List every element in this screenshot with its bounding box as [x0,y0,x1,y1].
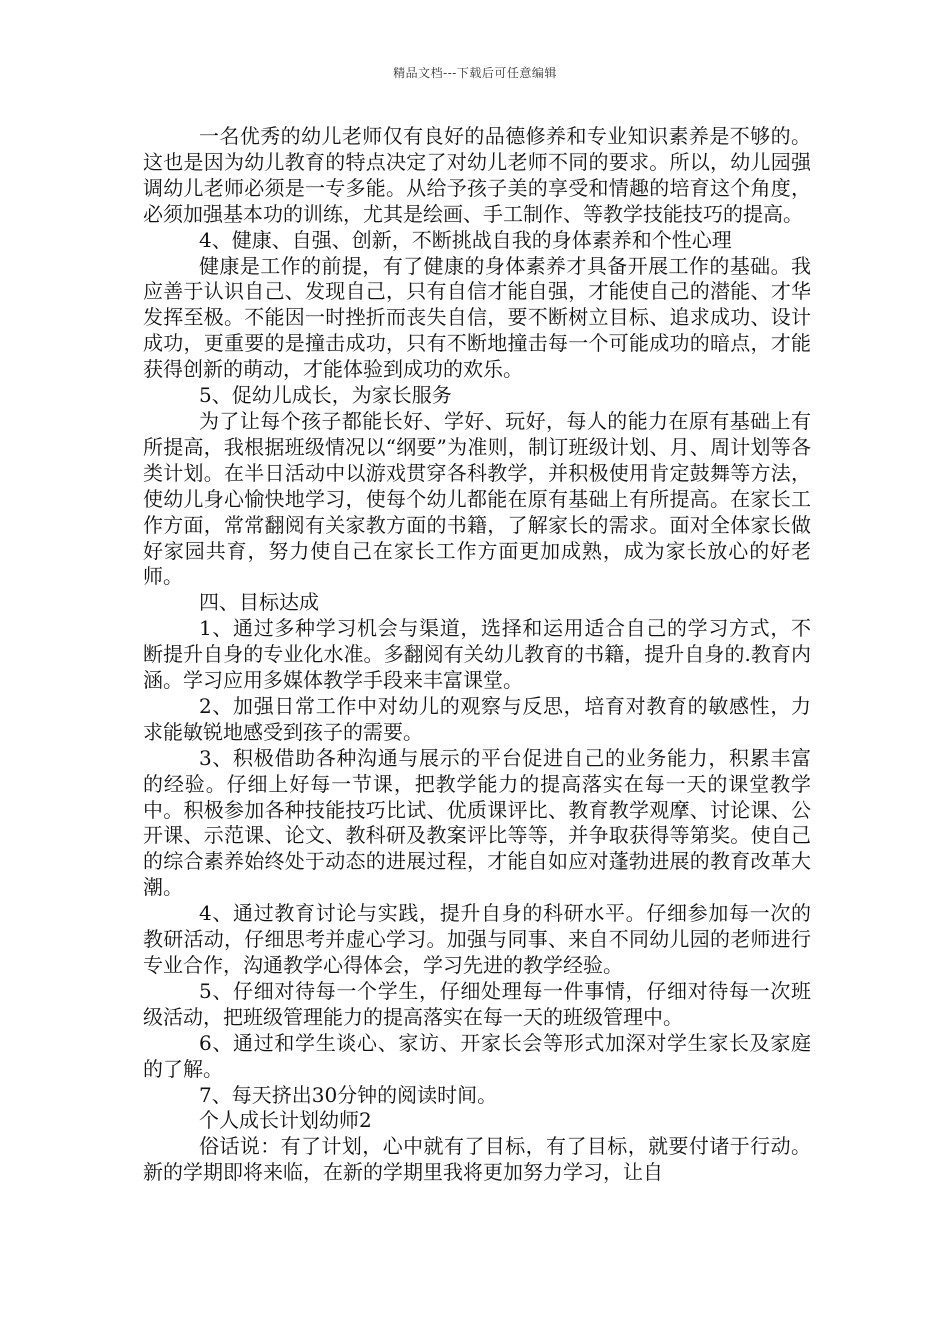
paragraph-health: 健康是工作的前提，有了健康的身体素养才具备开展工作的基础。我应善于认识自己、发现自己，只有自信才能自强，才能使自己的潜能、才华发挥至极。不能因一时挫折而丧失自信，要不断树立目标、追求成功、设计成功，更重要的是撞击成功，只有不断地撞击每一个可能成功的暗点，才能获得创新的萌动，才能体验到成功的欢乐。 [143,253,811,382]
goal-item-1: 1、通过多种学习机会与渠道，选择和运用适合自己的学习方式，不断提升自身的专业化水准。多翻阅有关幼儿教育的书籍，提升自身的.教育内涵。学习应用多媒体教学手段来丰富课堂。 [143,616,811,693]
goal-item-3: 3、积极借助各种沟通与展示的平台促进自己的业务能力，积累丰富的经验。仔细上好每一节课，把教学能力的提高落实在每一天的课堂教学中。积极参加各种技能技巧比试、优质课评比、教育教学观摩、讨论课、公开课、示范课、论文、教科研及教案评比等等，并争取获得等第奖。使自己的综合素养始终处于动态的进展过程，才能自如应对蓬勃进展的教育改革大潮。 [143,745,811,900]
goal-item-2: 2、加强日常工作中对幼儿的观察与反思，培育对教育的敏感性，力求能敏锐地感受到孩子的需要。 [143,693,811,744]
paragraph-plan-2-intro: 俗话说：有了计划，心中就有了目标，有了目标，就要付诸于行动。新的学期即将来临，在新的学期里我将更加努力学习，让自 [143,1134,811,1185]
goal-item-5: 5、仔细对待每一个学生，仔细处理每一件事情，仔细对待每一次班级活动，把班级管理能力的提高落实在每一天的班级管理中。 [143,978,811,1029]
heading-goals: 四、目标达成 [199,590,319,615]
goal-item-6: 6、通过和学生谈心、家访、开家长会等形式加深对学生家长及家庭的了解。 [143,1030,811,1081]
section-title-plan-2: 个人成长计划幼师2 [199,1108,372,1133]
goal-item-7: 7、每天挤出30分钟的阅读时间。 [199,1082,498,1107]
page-header: 精品文档---下载后可任意编辑 [393,66,557,80]
document-body [143,124,811,1186]
paragraph-child-growth: 为了让每个孩子都能长好、学好、玩好，每人的能力在原有基础上有所提高，我根据班级情况以“纲要”为准则，制订班级计划、月、周计划等各类计划。在半日活动中以游戏贯穿各科教学，并积极使用肯定鼓舞等方法，使幼儿身心愉快地学习，使每个幼儿都能在原有基础上有所提高。在家长工作方面，常常翻阅有关家教方面的书籍，了解家长的需求。面对全体家长做好家园共育，努力使自己在家长工作方面更加成熟，成为家长放心的好老师。 [143,408,811,589]
goal-item-4: 4、通过教育讨论与实践，提升自身的科研水平。仔细参加每一次的教研活动，仔细思考并虚心学习。加强与同事、来自不同幼儿园的老师进行专业合作，沟通教学心得体会，学习先进的教学经验。 [143,901,811,977]
heading-health-selfimprovement: 4、健康、自强、创新，不断挑战自我的身体素养和个性心理 [199,227,732,252]
heading-child-growth: 5、促幼儿成长，为家长服务 [199,383,452,408]
paragraph-intro: 一名优秀的幼儿老师仅有良好的品德修养和专业知识素养是不够的。这也是因为幼儿教育的特点决定了对幼儿老师不同的要求。所以，幼儿园强调幼儿老师必须是一专多能。从给予孩子美的享受和情趣的培育这个角度，必须加强基本功的训练，尤其是绘画、手工制作、等教学技能技巧的提高。 [143,124,811,226]
